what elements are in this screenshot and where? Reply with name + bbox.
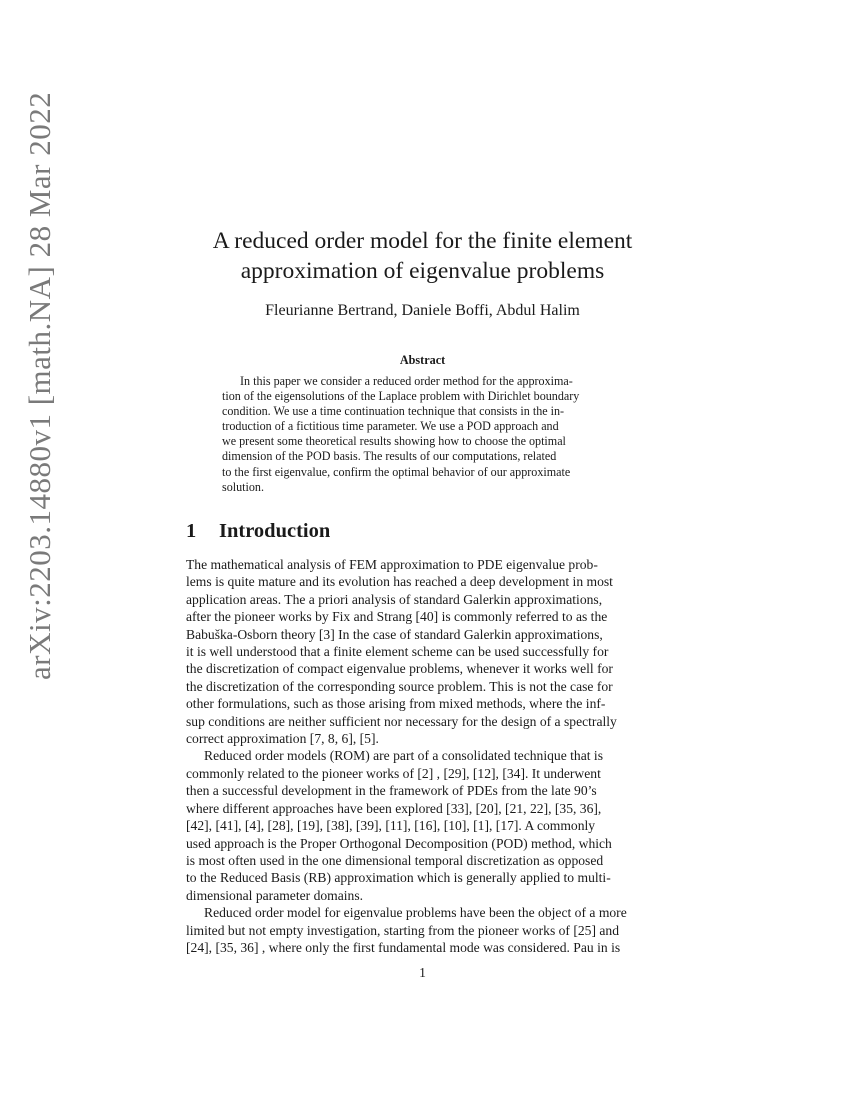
text-line: [24], [35, 36] , where only the first fundamental mode was considered. Pau in is	[186, 939, 621, 955]
text-line: dimensional parameter domains.	[186, 887, 364, 903]
paragraph	[186, 904, 664, 956]
text-line: commonly related to the pioneer works of [2] , [29], [12], [34]. It underwent	[186, 765, 601, 781]
text-line: other formulations, such as those arising from mixed methods, where the inf-	[186, 696, 606, 712]
text-line: after the pioneer works by Fix and Strang [40] is commonly referred to as the	[186, 609, 608, 625]
text-line: Babuška-Osborn theory [3] In the case of standard Galerkin approximations,	[186, 626, 603, 642]
abstract-line: to the first eigenvalue, confirm the optimal behavior of our approximate	[222, 464, 571, 479]
page-number: 1	[419, 965, 426, 980]
title-line: A reduced order model for the finite element	[212, 228, 633, 254]
text-line: The mathematical analysis of FEM approximation to PDE eigenvalue prob-	[186, 557, 598, 572]
abstract-line: dimension of the POD basis. The results of our computations, related	[222, 449, 557, 464]
text-line: the discretization of compact eigenvalue problems, whenever it works well for	[186, 661, 613, 677]
title-line: approximation of eigenvalue problems	[240, 258, 605, 284]
text-line: then a successful development in the framework of PDEs from the late 90’s	[186, 783, 597, 799]
text-line: is most often used in the one dimensional temporal discretization as opposed	[186, 852, 604, 868]
abstract-line: solution.	[222, 479, 264, 494]
text-line: Reduced order models (ROM) are part of a consolidated technique that is	[204, 748, 603, 764]
text-line: correct approximation [7, 8, 6], [5].	[186, 731, 379, 747]
text-line: where different approaches have been explored [33], [20], [21, 22], [35, 36],	[186, 800, 602, 816]
abstract-line: In this paper we consider a reduced order method for the approxima-	[240, 374, 573, 388]
paragraph	[186, 747, 664, 904]
text-line: to the Reduced Basis (RB) approximation which is generally applied to multi-	[186, 870, 611, 886]
text-line: sup conditions are neither sufficient nor necessary for the design of a spectrally	[186, 713, 617, 729]
abstract-line: we present some theoretical results showing how to choose the optimal	[222, 434, 566, 449]
paper-title	[170, 226, 675, 286]
author-list: Fleurianne Bertrand, Daniele Boffi, Abdul Halim	[265, 302, 580, 319]
text-line: the discretization of the corresponding source problem. This is not the case for	[186, 678, 613, 694]
text-line: application areas. The a priori analysis of standard Galerkin approximations,	[186, 591, 603, 607]
section-title: Introduction	[219, 520, 331, 542]
arxiv-identifier-stamp: arXiv:2203.14880v1 [math.NA] 28 Mar 2022	[22, 91, 57, 680]
text-line: limited but not empty investigation, starting from the pioneer works of [25] and	[186, 922, 620, 938]
section-heading	[186, 520, 330, 543]
abstract-line: condition. We use a time continuation technique that consists in the in-	[222, 404, 565, 419]
abstract-body	[222, 374, 632, 495]
introduction-body	[186, 556, 664, 956]
abstract-heading: Abstract	[399, 353, 446, 367]
text-line: lems is quite mature and its evolution has reached a deep development in most	[186, 574, 613, 590]
text-line: [42], [41], [4], [28], [19], [38], [39], [11], [16], [10], [1], [17]. A commonly	[186, 818, 596, 834]
section-number: 1	[186, 520, 197, 542]
text-line: used approach is the Proper Orthogonal Decomposition (POD) method, which	[186, 835, 612, 851]
abstract-line: troduction of a fictitious time parameter. We use a POD approach and	[222, 419, 559, 434]
text-line: Reduced order model for eigenvalue problems have been the object of a more	[204, 905, 627, 921]
text-line: it is well understood that a finite element scheme can be used successfully for	[186, 644, 609, 660]
paragraph	[186, 556, 664, 747]
abstract-line: tion of the eigensolutions of the Laplace problem with Dirichlet boundary	[222, 389, 580, 404]
